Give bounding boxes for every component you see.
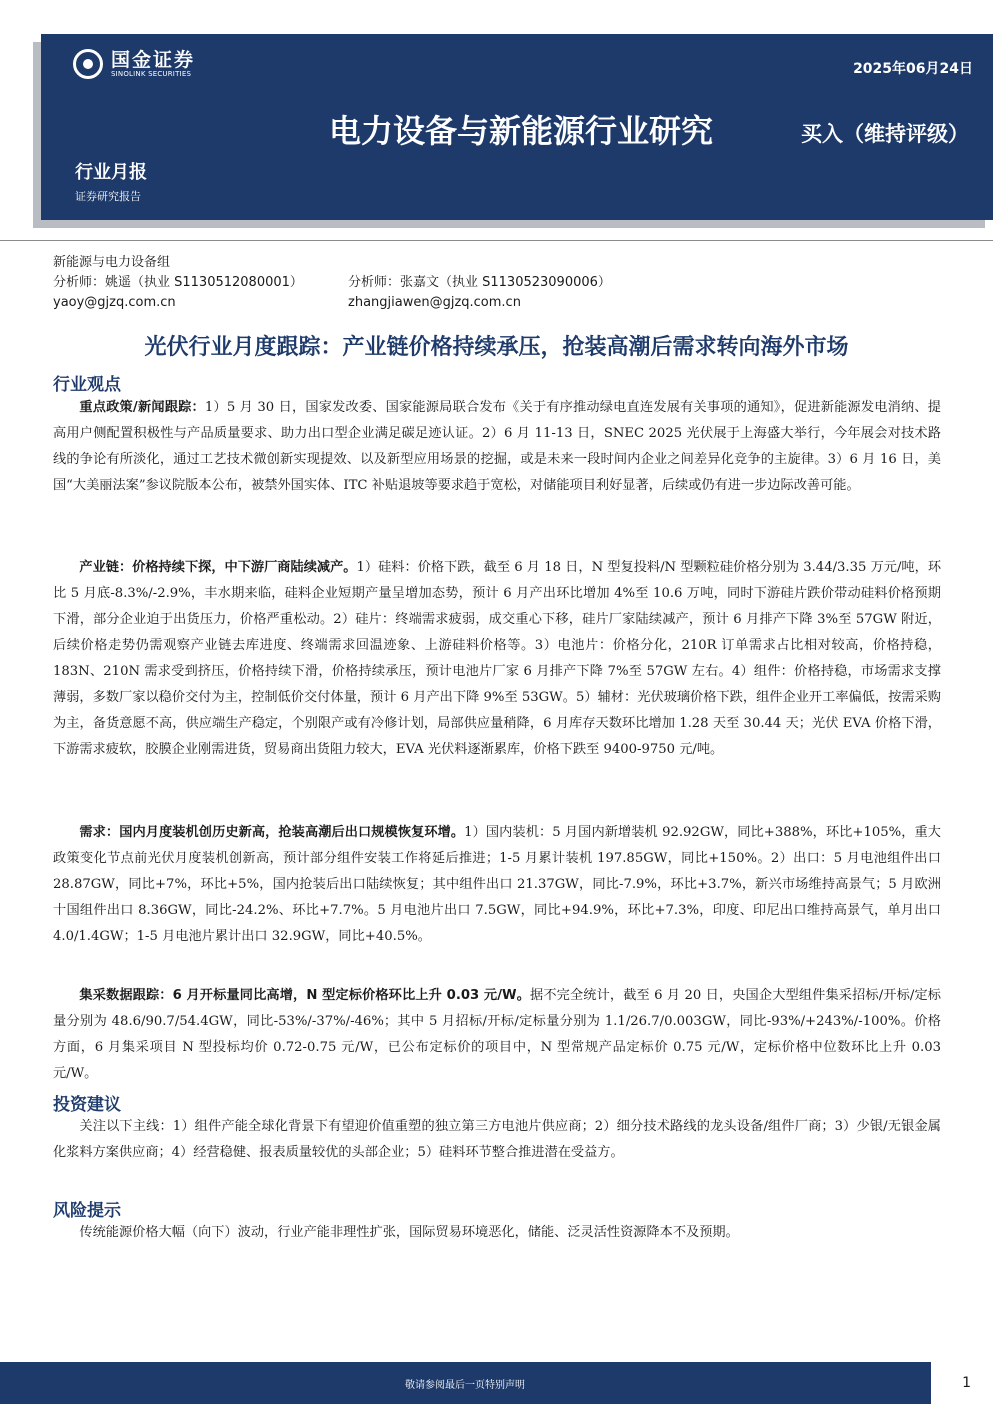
paragraph-risk: 传统能源价格大幅（向下）波动，行业产能非理性扩张，国际贸易环境恶化，储能、泛灵活性资源降本不及预期。 bbox=[79, 1225, 739, 1240]
paragraph-policy-text: 1）5 月 30 日，国家发改委、国家能源局联合发布《关于有序推动绿电直连发展有关事项的通知》，促进新能源发电消纳、提高用户侧配置积极性与产品质量要求、助力出口型企业满足碳足迹认证。2）6 月 11-13 日，SNEC 2025 光伏展于上海盛大举行，今年展会对技术路线的争论有所淡化，通过工艺技术微创新实现提效、以及新型应用场景的挖掘，或是未来一段时间内企业之间差异化竞争的主旋律。3）6 月 16 日，美国“大美丽法案”参议院版本公布，被禁外国实体、ITC 补贴退坡等要求趋于宽松，对储能项目利好显著，后续或仍有进一步边际改善可能。 bbox=[53, 400, 941, 493]
analyst-2-name: 分析师：张嘉文（执业 S1130523090006） bbox=[348, 275, 611, 290]
section-title-risk: 风险提示 bbox=[53, 1201, 121, 1221]
report-headline: 光伏行业月度跟踪：产业链价格持续承压，抢装高潮后需求转向海外市场 bbox=[144, 335, 849, 360]
analyst-2-email[interactable]: zhangjiawen@gjzq.com.cn bbox=[348, 295, 521, 310]
analyst-group: 新能源与电力设备组 bbox=[53, 255, 171, 270]
section-title-view: 行业观点 bbox=[53, 375, 121, 395]
header-divider bbox=[0, 240, 993, 241]
report-type: 行业月报 bbox=[75, 162, 147, 183]
paragraph-chain-text: 1）硅料：价格下跌，截至 6 月 18 日，N 型复投料/N 型颗粒硅价格分别为 3.44/3.35 万元/吨，环比 5 月底-8.3%/-2.9%，丰水期来临，硅料企业短期产量呈增加态势，预计 6 月产出环比增加 4%至 10.6 万吨，同时下游硅片跌价带动硅料价格预期下滑，部分企业迫于出货压力，价格严重松动。2）硅片：终端需求疲弱，成交重心下移，硅片厂家陆续减产，预计 6 月排产下降 3%至 57GW 附近，后续价格走势仍需观察产业链去库进度、终端需求回温迹象、上游硅料价格等。3）电池片：价格分化，210R 订单需求占比相对较高，价格持稳，183N、210N 需求受到挤压，价格持续下滑，价格持续承压，预计电池片厂家 6 月排产下降 7%至 57GW 左右。4）组件：价格持稳，市场需求支撑薄弱，多数厂家以稳价交付为主，控制低价交付体量，预计 6 月产出下降 9%至 53GW。5）辅材：光伏玻璃价格下跌，组件企业开工率偏低，按需采购为主，备货意愿不高，供应端生产稳定，个别限产或有冷修计划，局部供应量稍降，6 月库存天数环比增加 1.28 天至 30.44 天；光伏 EVA 价格下滑，下游需求疲软，胶膜企业刚需进货，贸易商出货阻力较大，EVA 光伏料逐渐累库，价格下跌至 9400-9750 元/吨。 bbox=[53, 560, 942, 757]
paragraph-demand-lead: 需求：国内月度装机创历史新高，抢装高潮后出口规模恢复环增。 bbox=[79, 825, 465, 840]
paragraph-policy bbox=[53, 395, 941, 499]
paragraph-invest: 关注以下主线：1）组件产能全球化背景下有望迎价值重塑的独立第三方电池片供应商；2）细分技术路线的龙头设备/组件厂商；3）少银/无银金属化浆料方案供应商；4）经营稳健、报表质量较优的头部企业；5）硅料环节整合推进潜在受益方。 bbox=[53, 1119, 941, 1160]
section-title-invest: 投资建议 bbox=[53, 1095, 121, 1115]
paragraph-demand-text: 1）国内装机：5 月国内新增装机 92.92GW，同比+388%，环比+105%，重大政策变化节点前光伏月度装机创新高，预计部分组件安装工作将延后推进；1-5 月累计装机 197.85GW，同比+150%。2）出口：5 月电池组件出口 28.87GW，同比+7%，环比+5%，国内抢装后出口陆续恢复；其中组件出口 21.37GW，同比-7.9%，环比+3.7%，新兴市场维持高景气；5 月欧洲十国组件出口 8.36GW，同比-24.2%、环比+7.7%。5 月电池片出口 7.5GW，同比+94.9%，环比+7.3%，印度、印尼出口维持高景气，单月出口 4.0/1.4GW；1-5 月电池片累计出口 32.9GW，同比+40.5%。 bbox=[53, 825, 941, 944]
paragraph-procurement-lead: 集采数据跟踪：6 月开标量同比高增，N 型定标价格环比上升 0.03 元/W。 bbox=[79, 988, 531, 1003]
paragraph-procurement-text: 据不完全统计，截至 6 月 20 日，央国企大型组件集采招标/开标/定标量分别为 48.6/90.7/54.4GW，同比-53%/-37%/-46%；其中 5 月招标/开标/定标量分别为 1.1/26.7/0.003GW，同比-93%/+243%/-100%。价格方面，6 月集采项目 N 型投标均价 0.72-0.75 元/W，已公布定标价的项目中，N 型常规产品定标价 0.75 元/W，定标价格中位数环比上升 0.03 元/W。 bbox=[53, 988, 942, 1081]
paragraph-chain bbox=[53, 555, 941, 763]
logo-en-text: SINOLINK SECURITIES bbox=[111, 69, 192, 78]
page-number: 1 bbox=[962, 1375, 971, 1391]
footer-disclaimer: 敬请参阅最后一页特别声明 bbox=[405, 1380, 525, 1391]
report-header-banner bbox=[41, 34, 993, 220]
report-date: 2025年06月24日 bbox=[853, 61, 973, 77]
paragraph-policy-lead: 重点政策/新闻跟踪： bbox=[79, 400, 205, 415]
analyst-1-email[interactable]: yaoy@gjzq.com.cn bbox=[53, 295, 176, 310]
paragraph-procurement bbox=[53, 983, 941, 1087]
report-subtype: 证券研究报告 bbox=[75, 190, 141, 203]
analyst-1-name: 分析师：姚遥（执业 S1130512080001） bbox=[53, 275, 303, 290]
logo-circle-icon bbox=[73, 49, 103, 79]
industry-title: 电力设备与新能源行业研究 bbox=[329, 112, 714, 150]
paragraph-demand bbox=[53, 820, 941, 950]
rating-badge: 买入（维持评级） bbox=[801, 122, 969, 146]
paragraph-chain-lead: 产业链：价格持续下探，中下游厂商陆续减产。 bbox=[79, 560, 357, 575]
logo-cn-text: 国金证券 bbox=[111, 48, 196, 71]
company-logo bbox=[73, 46, 195, 82]
